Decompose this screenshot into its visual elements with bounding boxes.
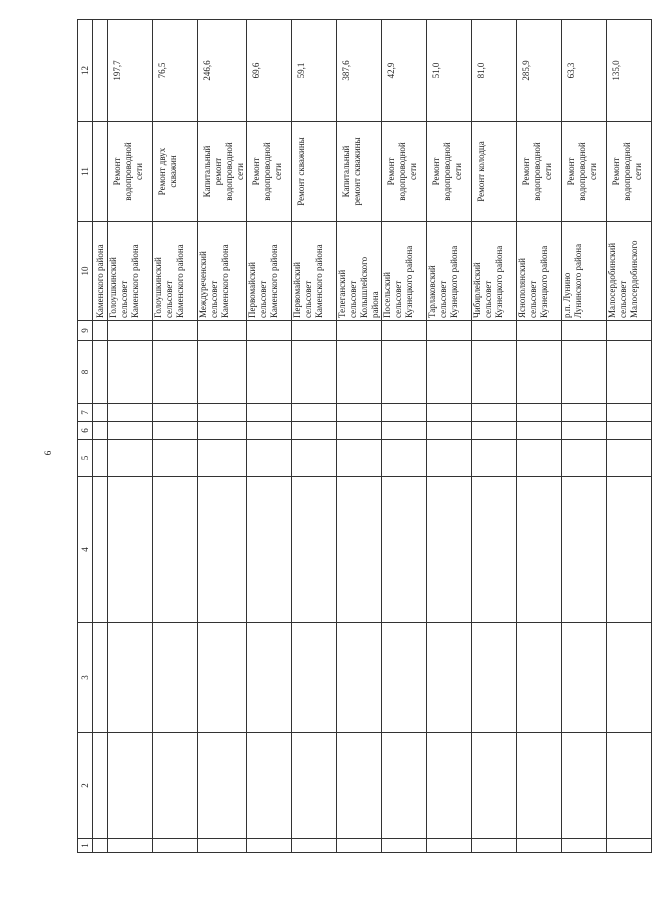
empty-cell [337, 839, 382, 853]
empty-cell [382, 733, 427, 839]
empty-cell [153, 623, 198, 733]
amount-cell: 285,9 [517, 20, 562, 122]
work-type-cell: Ремонт водопроводной сети [427, 122, 472, 222]
empty-cell [427, 733, 472, 839]
empty-cell [153, 404, 198, 422]
empty-cell [292, 404, 337, 422]
settlement-cell: Малосердобинский сельсовет Малосердобинского [607, 222, 652, 321]
empty-cell [562, 404, 607, 422]
empty-cell [108, 839, 153, 853]
empty-cell [292, 477, 337, 623]
work-type-cell: Ремонт водопроводной сети [517, 122, 562, 222]
empty-cell [382, 440, 427, 477]
column-number: 9 [78, 321, 93, 341]
settlement-cell: Голоушкинский сельсовет Каменского района [153, 222, 198, 321]
empty-cell [337, 623, 382, 733]
empty-cell [607, 839, 652, 853]
settlement-cell: Посельский сельсовет Кузнецкого района [382, 222, 427, 321]
empty-cell [607, 321, 652, 341]
column-number: 10 [78, 222, 93, 321]
empty-cell [108, 733, 153, 839]
amount-cell: 387,6 [337, 20, 382, 122]
table-row [247, 20, 292, 853]
empty-cell [562, 440, 607, 477]
empty-cell [108, 477, 153, 623]
empty-cell [198, 623, 247, 733]
column-number: 7 [78, 404, 93, 422]
empty-cell [382, 422, 427, 440]
empty-cell [153, 733, 198, 839]
work-type-cell: Капитальный ремонт скважины [337, 122, 382, 222]
empty-cell [337, 440, 382, 477]
settlement-cell: Голоушкинский сельсовет Каменского района [108, 222, 153, 321]
empty-cell [292, 422, 337, 440]
empty-cell [292, 623, 337, 733]
empty-cell [427, 839, 472, 853]
empty-cell [607, 623, 652, 733]
table-row [153, 20, 198, 853]
empty-cell [153, 321, 198, 341]
empty-cell [153, 440, 198, 477]
column-number: 12 [78, 20, 93, 122]
empty-cell [108, 404, 153, 422]
settlement-cell: Телеганский сельсовет Колышлейского района [337, 222, 382, 321]
settlement-cell: Междуреченский сельсовет Каменского района [198, 222, 247, 321]
data-table [77, 19, 652, 853]
settlement-cell: Яснополянский сельсовет Кузнецкого района [517, 222, 562, 321]
amount-cell: 246,6 [198, 20, 247, 122]
empty-cell [108, 623, 153, 733]
empty-cell [517, 477, 562, 623]
amount-cell: 69,6 [247, 20, 292, 122]
column-number: 3 [78, 623, 93, 733]
empty-cell [198, 839, 247, 853]
empty-cell [337, 733, 382, 839]
empty-cell [292, 321, 337, 341]
empty-cell [472, 422, 517, 440]
empty-cell [108, 341, 153, 404]
table-row [562, 20, 607, 853]
empty-cell [247, 733, 292, 839]
empty-cell [337, 477, 382, 623]
continuation-cell: Каменского района [93, 222, 108, 321]
empty-cell [198, 440, 247, 477]
table-row [108, 20, 153, 853]
empty-cell [607, 341, 652, 404]
table-row [382, 20, 427, 853]
empty-cell [198, 404, 247, 422]
empty-cell [337, 404, 382, 422]
continuation-row [93, 20, 108, 853]
column-number-row [78, 20, 93, 853]
empty-cell [382, 839, 427, 853]
settlement-cell: Первомайский сельсовет Каменского района [247, 222, 292, 321]
empty-cell [292, 839, 337, 853]
work-type-cell: Ремонт водопроводной сети [562, 122, 607, 222]
amount-cell: 42,9 [382, 20, 427, 122]
work-type-cell: Ремонт водопроводной сети [108, 122, 153, 222]
empty-cell [607, 422, 652, 440]
empty-cell [562, 321, 607, 341]
empty-cell [247, 422, 292, 440]
empty-cell [517, 422, 562, 440]
empty-cell [153, 477, 198, 623]
rotated-table-wrapper [77, 20, 643, 853]
empty-cell [198, 341, 247, 404]
column-number: 11 [78, 122, 93, 222]
empty-cell [562, 477, 607, 623]
column-number: 4 [78, 477, 93, 623]
empty-cell [517, 733, 562, 839]
table-row [337, 20, 382, 853]
column-number: 5 [78, 440, 93, 477]
empty-cell [427, 477, 472, 623]
work-type-cell: Ремонт колодца [472, 122, 517, 222]
empty-cell [247, 321, 292, 341]
empty-cell [198, 733, 247, 839]
empty-cell [382, 477, 427, 623]
empty-cell [472, 341, 517, 404]
empty-cell [247, 440, 292, 477]
empty-cell [517, 341, 562, 404]
empty-cell [607, 440, 652, 477]
empty-cell [382, 404, 427, 422]
empty-cell [607, 477, 652, 623]
empty-cell [108, 321, 153, 341]
empty-cell [292, 733, 337, 839]
empty-cell [382, 341, 427, 404]
empty-cell [562, 623, 607, 733]
empty-cell [517, 839, 562, 853]
empty-cell [517, 440, 562, 477]
column-number: 1 [78, 839, 93, 853]
empty-cell [427, 623, 472, 733]
table-row [517, 20, 562, 853]
empty-cell [472, 839, 517, 853]
empty-cell [472, 477, 517, 623]
empty-cell [562, 839, 607, 853]
empty-cell [247, 341, 292, 404]
empty-cell [337, 321, 382, 341]
empty-cell [108, 440, 153, 477]
empty-cell [472, 404, 517, 422]
empty-cell [562, 422, 607, 440]
empty-cell [562, 341, 607, 404]
empty-cell [472, 440, 517, 477]
empty-cell [247, 839, 292, 853]
empty-cell [472, 321, 517, 341]
work-type-cell: Ремонт водопроводной сети [607, 122, 652, 222]
table-row [292, 20, 337, 853]
work-type-cell: Капитальный ремонт водопроводной сети [198, 122, 247, 222]
empty-cell [427, 404, 472, 422]
amount-cell: 51,0 [427, 20, 472, 122]
empty-cell [292, 341, 337, 404]
empty-cell [517, 404, 562, 422]
empty-cell [517, 321, 562, 341]
work-type-cell: Ремонт водопроводной сети [247, 122, 292, 222]
empty-cell [247, 477, 292, 623]
empty-cell [108, 422, 153, 440]
empty-cell [198, 321, 247, 341]
work-type-cell: Ремонт скважины [292, 122, 337, 222]
table-row [427, 20, 472, 853]
empty-cell [247, 623, 292, 733]
table-row [607, 20, 652, 853]
amount-cell: 76,5 [153, 20, 198, 122]
empty-cell [472, 623, 517, 733]
column-number: 6 [78, 422, 93, 440]
empty-cell [382, 321, 427, 341]
settlement-cell: Тарлаковский сельсовет Кузнецкого района [427, 222, 472, 321]
amount-cell: 197,7 [108, 20, 153, 122]
empty-cell [382, 623, 427, 733]
amount-cell: 135,0 [607, 20, 652, 122]
empty-cell [337, 341, 382, 404]
empty-cell [198, 422, 247, 440]
work-type-cell: Ремонт двух скважин [153, 122, 198, 222]
amount-cell: 81,0 [472, 20, 517, 122]
settlement-cell: Первомайский сельсовет Каменского района [292, 222, 337, 321]
table-row [472, 20, 517, 853]
empty-cell [247, 404, 292, 422]
empty-cell [153, 839, 198, 853]
amount-cell: 59,1 [292, 20, 337, 122]
empty-cell [472, 733, 517, 839]
table-body [78, 20, 652, 853]
settlement-cell: р.п. Лунино Лунинского района [562, 222, 607, 321]
empty-cell [153, 341, 198, 404]
empty-cell [427, 321, 472, 341]
empty-cell [427, 422, 472, 440]
empty-cell [198, 477, 247, 623]
page-number: 6 [43, 450, 53, 456]
empty-cell [607, 404, 652, 422]
work-type-cell: Ремонт водопроводной сети [382, 122, 427, 222]
empty-cell [517, 623, 562, 733]
empty-cell [153, 422, 198, 440]
empty-cell [607, 733, 652, 839]
empty-cell [562, 733, 607, 839]
column-number: 8 [78, 341, 93, 404]
amount-cell: 63,3 [562, 20, 607, 122]
empty-cell [427, 440, 472, 477]
empty-cell [292, 440, 337, 477]
empty-cell [337, 422, 382, 440]
column-number: 2 [78, 733, 93, 839]
settlement-cell: Чибирлейский сельсовет Кузнецкого района [472, 222, 517, 321]
table-row [198, 20, 247, 853]
empty-cell [427, 341, 472, 404]
